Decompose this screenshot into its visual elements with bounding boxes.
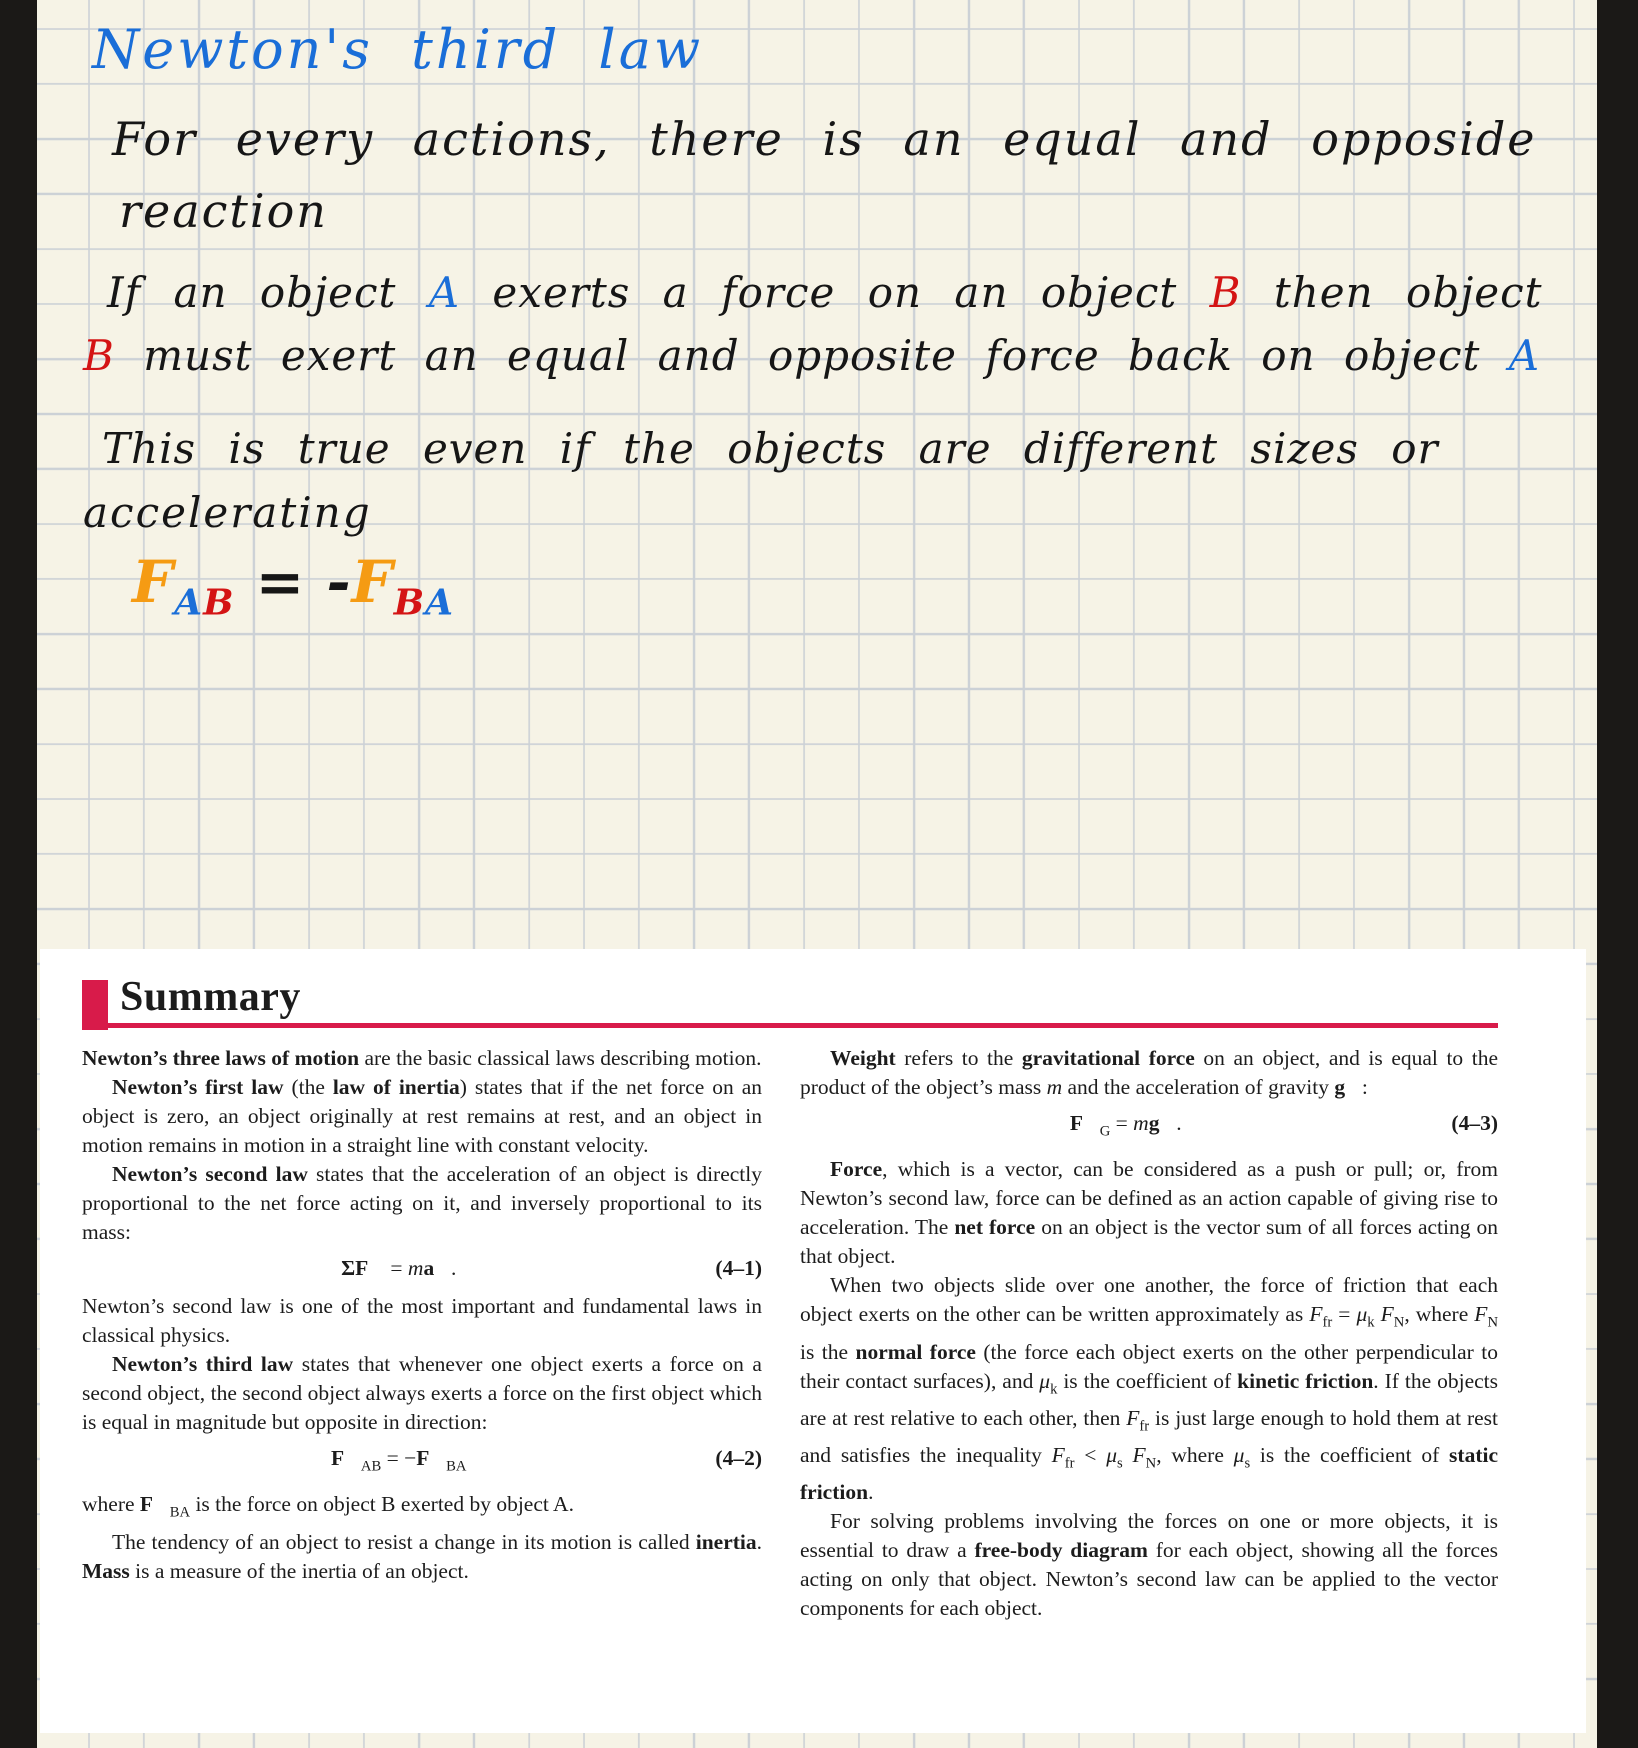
paragraph-three-laws: Newton’s three laws of motion are the basic classical laws describing motion. [82,1046,762,1070]
equation-4-2 [82,1444,762,1481]
note-line-reaction-1: For every actions, there is an equal and opposide [112,112,1537,166]
equation-4-1-body: ΣF⃗ = ma⃗. [341,1256,457,1280]
note-line-true-1: This is true even if the objects are different sizes or [102,424,1439,473]
note-line-reaction-2: reaction [119,184,328,238]
summary-title: Summary [120,974,301,1020]
equation-4-3-number: (4–3) [1451,1111,1498,1135]
note-line-objects-2: B must exert an equal and opposite force back on object A [83,331,1541,380]
summary-columns [82,1044,1498,1623]
paragraph-force: Force, which is a vector, can be considered as a push or pull; or, from Newton’s second law, force can be defined as an action capable of giving rise to acceleration. The net force on an object is the vector sum of all forces acting on that object. [800,1157,1499,1269]
note-formula-fab: $F_{AB} = -F_{BA}$ [132,548,455,624]
equation-4-2-number: (4–2) [715,1446,762,1470]
equation-4-1 [82,1254,762,1283]
summary-left-column [82,1044,762,1623]
graph-paper-sheet [37,0,1597,1748]
paragraph-inertia: The tendency of an object to resist a change in its motion is called inertia. Mass is a measure of the inertia of an object. [82,1529,762,1583]
equation-4-3-body: $F⃗_G$ = mg⃗. [1069,1111,1182,1140]
paragraph-friction: When two objects slide over one another, the force of friction that each object exerts on the other can be written approximately as $F_{fr} = \mu_k$ $F_N$, where $F_N$ is the normal force (the force each object exerts on the other perpendicular to their contact surfaces), and $\mu_k$ is the coefficient of kinetic friction. If the objects are at rest relative to each other, then $F_{fr}$ is just large enough to hold them at rest and satisfies the inequality $F_{fr} < \mu_s$ $F_N$, where $\mu_s$ is the coefficient of static friction. [800,1273,1498,1505]
paragraph-second-law: Newton’s second law states that the acceleration of an object is directly proportional to the net force acting on it, and inversely proportional to its mass: [82,1162,762,1244]
paragraph-free-body: For solving problems involving the forces on one or more objects, it is essential to draw a free-body diagram for each object, showing all the forces acting on only that object. Newton’s second law can be applied to the vector components for each object. [800,1509,1499,1621]
textbook-page [40,949,1586,1733]
paragraph-weight: Weight refers to the gravitational force on an object, and is equal to the product of the object’s mass m and the acceleration of gravity g⃗: [800,1046,1499,1099]
equation-4-3 [800,1109,1498,1146]
note-line-true-2: accelerating [83,488,372,537]
summary-red-bar [82,980,108,1030]
equation-4-2-body: $F⃗_{AB}$ = $-F⃗_{BA}$ [331,1446,467,1475]
summary-header [82,973,1498,1028]
paragraph-third-law: Newton’s third law states that whenever one object exerts a force on a second object, the second object always exerts a force on the first object which is equal in magnitude but opposite in direction: [82,1352,762,1434]
equation-4-1-number: (4–1) [715,1256,762,1280]
note-line-objects-1: If an object A exerts a force on an object B then object [107,268,1543,317]
paragraph-where-fba: where $F⃗_{BA}$ is the force on object B exerted by object A. [82,1492,574,1521]
summary-right-column [800,1044,1498,1623]
paragraph-second-law-note: Newton’s second law is one of the most important and fundamental laws in classical physics. [82,1294,762,1347]
paragraph-first-law: Newton’s first law (the law of inertia) states that if the net force on an object is zero, an object originally at rest remains at rest, and an object in motion remains in motion in a straight line with constant velocity. [82,1075,762,1157]
note-title: Newton's third law [92,18,704,81]
